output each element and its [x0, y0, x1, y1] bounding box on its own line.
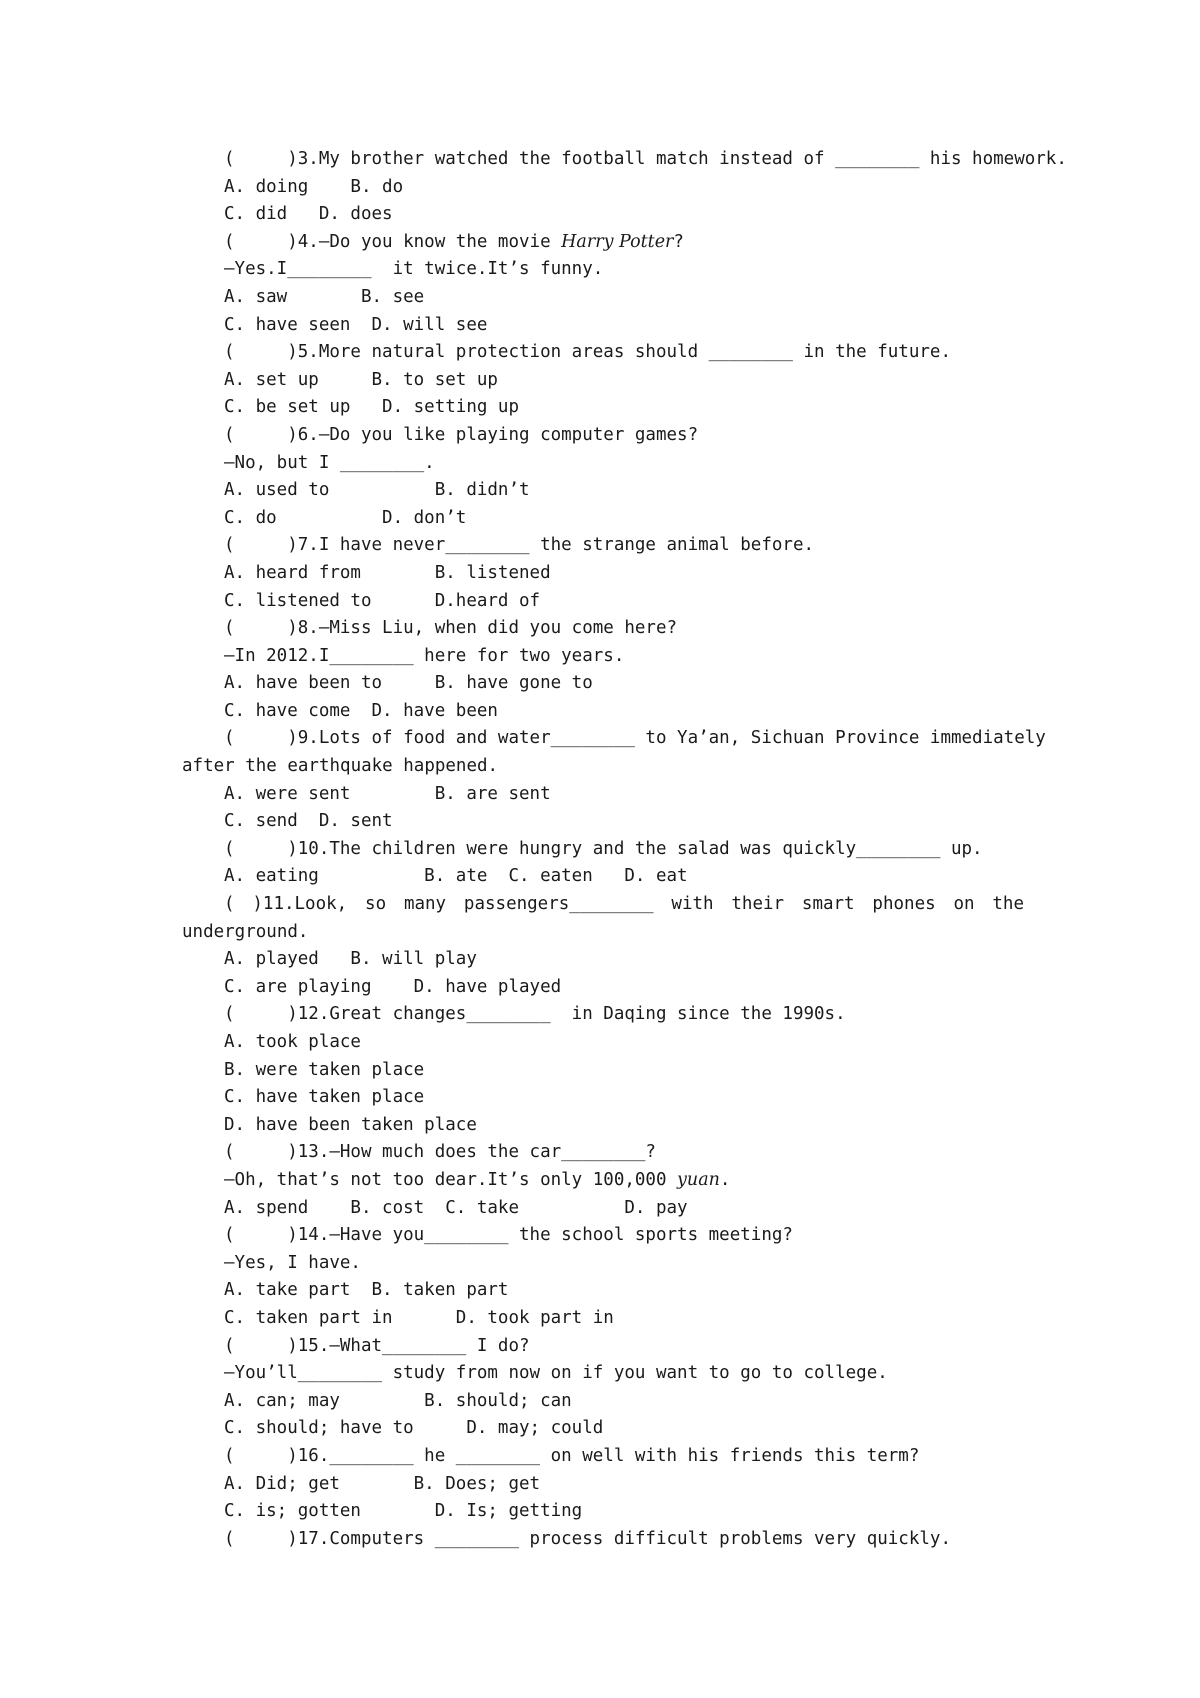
q6-options-ab: A. used to B. didn’t	[224, 480, 530, 501]
q3-options-ab: A. doing B. do	[224, 176, 404, 197]
q7-options-cd: C. listened to D.heard of	[224, 590, 541, 611]
q3-options-cd: C. did D. does	[224, 204, 393, 225]
q4-options-ab: A. saw B. see	[224, 286, 425, 307]
question-7: ( )7.I have never________ the strange animal before.	[224, 535, 815, 556]
q10-options: A. eating B. ate C. eaten D. eat	[224, 866, 688, 887]
q8-options-cd: C. have come D. have been	[224, 700, 498, 721]
q5-options-ab: A. set up B. to set up	[224, 369, 498, 390]
q12-option-d: D. have been taken place	[224, 1114, 477, 1135]
question-10: ( )10.The children were hungry and the salad was quickly________ up.	[224, 838, 983, 859]
question-11-continued: underground.	[182, 921, 309, 942]
q4-options-cd: C. have seen D. will see	[224, 314, 488, 335]
q4-text: ( )4.—Do you know the movie	[224, 231, 562, 252]
question-9-continued: after the earthquake happened.	[182, 756, 499, 777]
q16-options-ab: A. Did; get B. Does; get	[224, 1473, 541, 1494]
question-4	[182, 229, 1024, 257]
q12-option-c: C. have taken place	[224, 1087, 425, 1108]
q9-options-ab: A. were sent B. are sent	[224, 783, 551, 804]
q13-options: A. spend B. cost C. take D. pay	[224, 1197, 688, 1218]
question-15: ( )15.—What________ I do?	[224, 1335, 530, 1356]
q13-answer-line	[182, 1167, 1024, 1195]
question-8: ( )8.—Miss Liu, when did you come here?	[224, 618, 678, 639]
q16-options-cd: C. is; gotten D. Is; getting	[224, 1501, 583, 1522]
q11-options-ab: A. played B. will play	[224, 949, 477, 970]
q11-options-cd: C. are playing D. have played	[224, 976, 562, 997]
q14-answer-line: —Yes, I have.	[224, 1252, 361, 1273]
q15-options-cd: C. should; have to D. may; could	[224, 1418, 604, 1439]
q4-end: ?	[673, 231, 684, 252]
currency-word: yuan	[677, 1169, 720, 1190]
question-3: ( )3.My brother watched the football match instead of ________ his homework.	[224, 149, 1067, 169]
question-16: ( )16.________ he ________ on well with his friends this term?	[224, 1445, 920, 1466]
question-13: ( )13.—How much does the car________?	[224, 1142, 656, 1163]
question-6: ( )6.—Do you like playing computer games?	[224, 424, 699, 445]
q6-options-cd: C. do D. don’t	[224, 507, 467, 528]
q7-options-ab: A. heard from B. listened	[224, 562, 551, 583]
q14-options-ab: A. take part B. taken part	[224, 1280, 509, 1301]
q9-options-cd: C. send D. sent	[224, 811, 393, 832]
q15-options-ab: A. can; may B. should; can	[224, 1390, 572, 1411]
q13-end: .	[719, 1169, 731, 1190]
q8-answer-line: —In 2012.I________ here for two years.	[224, 645, 625, 666]
question-17: ( )17.Computers ________ process difficult problems very quickly.	[224, 1528, 951, 1549]
q14-options-cd: C. taken part in D. took part in	[224, 1307, 614, 1328]
movie-title: Harry Potter	[561, 231, 674, 252]
q13-answer-text: —Oh, that’s not too dear.It’s only 100,000	[224, 1169, 678, 1190]
question-12: ( )12.Great changes________ in Daqing since the 1990s.	[224, 1004, 846, 1025]
q8-options-ab: A. have been to B. have gone to	[224, 673, 593, 694]
q15-answer-line: —You’ll________ study from now on if you want to go to college.	[224, 1363, 888, 1384]
question-14: ( )14.—Have you________ the school sports meeting?	[224, 1225, 793, 1246]
q6-answer-line: —No, but I ________.	[224, 452, 435, 473]
q5-options-cd: C. be set up D. setting up	[224, 397, 520, 418]
q12-option-a: A. took place	[224, 1032, 361, 1052]
q4-answer-line: —Yes.I________ it twice.It’s funny.	[224, 259, 604, 280]
question-9: ( )9.Lots of food and water________ to Ya’an, Sichuan Province immediately	[224, 728, 1046, 749]
question-11: ( )11.Look, so many passengers________ with their smart phones on the	[224, 894, 1024, 915]
question-5: ( )5.More natural protection areas should ________ in the future.	[224, 342, 951, 363]
exercise-text	[182, 146, 1067, 1553]
q12-option-b: B. were taken place	[224, 1059, 425, 1080]
